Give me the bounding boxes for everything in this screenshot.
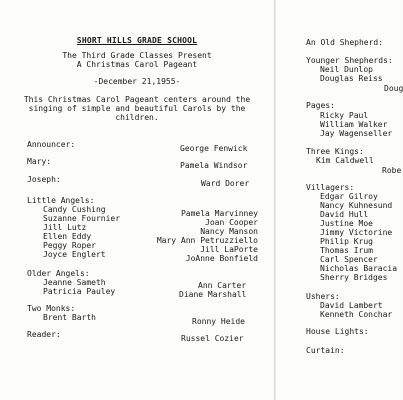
little-angel-name: Jill LaPorte [200, 245, 258, 254]
cast-mary: Pamela Windsor [180, 161, 248, 170]
role-pages: Pages: [306, 101, 335, 110]
usher-name: David Lambert [320, 301, 383, 310]
presents-line: The Third Grade Classes Present [62, 51, 212, 60]
role-house-lights: House Lights: [306, 327, 369, 336]
role-joseph: Joseph: [27, 175, 61, 184]
little-angel-name: Nancy Manson [200, 227, 258, 236]
king-name-cut: Robe [382, 166, 402, 175]
little-angel-name: Candy Cushing [43, 205, 106, 214]
school-title: SHORT HILLS GRADE SCHOOL [76, 36, 198, 45]
role-mary: Mary: [27, 157, 52, 166]
little-angel-name: Pamela Marvinney [180, 209, 258, 218]
role-older-angels: Older Angels: [27, 269, 90, 278]
role-two-monks: Two Monks: [27, 304, 76, 313]
older-angel-name: Diane Marshall [179, 290, 247, 299]
role-announcer: Announcer: [27, 140, 76, 149]
shepherd-name-cut: Doug [384, 84, 403, 93]
usher-name: Kenneth Conchar [320, 310, 393, 319]
role-curtain: Curtain: [306, 346, 345, 355]
villager-name: Jimmy Victorine [320, 228, 393, 237]
cast-joseph: Ward Dorer [201, 179, 250, 188]
little-angel-name: JoAnne Bonfield [185, 254, 258, 263]
little-angel-name: Joyce Englert [43, 250, 106, 259]
role-little-angels: Little Angels: [27, 196, 95, 205]
older-angel-name: Ann Carter [198, 281, 247, 290]
villager-name: David Hull [320, 210, 369, 219]
villager-name: Justine Moe [320, 219, 373, 228]
page-name: Ricky Paul [320, 111, 369, 120]
villager-name: Sherry Bridges [320, 273, 388, 282]
program-right-page [276, 0, 403, 400]
little-angel-name: Suzanne Fournier [43, 214, 121, 223]
role-old-shepherd: An Old Shepherd: [306, 38, 384, 47]
page-name: William Walker [320, 120, 388, 129]
villager-name: Nicholas Baracia [320, 264, 398, 273]
older-angel-name: Patricia Pauley [43, 287, 116, 296]
monk-name: Brent Barth [43, 313, 96, 322]
villager-name: Philip Krug [320, 237, 373, 246]
little-angel-name: Joan Cooper [205, 218, 258, 227]
intro-line-1: This Christmas Carol Pageant centers around the [23, 95, 251, 104]
villager-name: Edgar Gilroy [320, 192, 378, 201]
villager-name: Carl Spencer [320, 255, 378, 264]
cast-reader: Russel Cozier [181, 334, 244, 343]
villager-name: Thomas Irum [320, 246, 373, 255]
little-angel-name: Jill Lutz [43, 223, 87, 232]
shepherd-name: Neil Dunlop [320, 65, 373, 74]
page-name: Jay Wagenseller [320, 129, 393, 138]
pageant-title: A Christmas Carol Pageant [76, 60, 198, 69]
role-reader: Reader: [27, 330, 61, 339]
cast-announcer: George Fenwick [180, 144, 248, 153]
little-angel-name: Ellen Eddy [43, 232, 92, 241]
older-angel-name: Jeanne Sameth [43, 278, 106, 287]
role-villagers: Villagers: [306, 183, 355, 192]
little-angel-name: Mary Ann Petruzziello [156, 236, 258, 245]
monk-name: Ronny Heide [192, 317, 245, 326]
intro-line-3: children. [115, 113, 159, 122]
villager-name: Nancy Kuhnesund [320, 201, 393, 210]
program-date: -December 21,1955- [93, 77, 181, 86]
role-three-kings: Three Kings: [306, 147, 364, 156]
little-angel-name: Peggy Roper [43, 241, 96, 250]
shepherd-name: Douglas Reiss [320, 74, 383, 83]
intro-line-2: singing of simple and beautiful Carols by the [28, 104, 246, 113]
role-younger-shepherds: Younger Shepherds: [306, 56, 393, 65]
king-name: Kim Caldwell [316, 156, 374, 165]
role-ushers: Ushers: [306, 292, 340, 301]
